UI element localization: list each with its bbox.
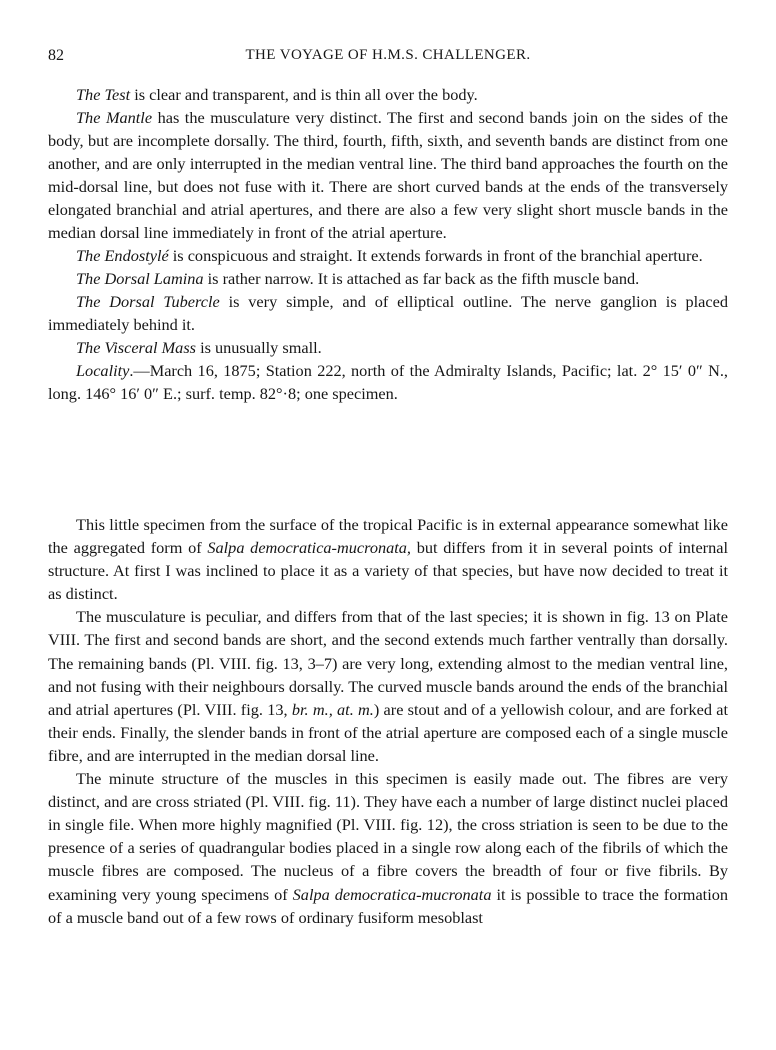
- discussion-3-species: Salpa democratica-mucronata: [292, 884, 492, 904]
- test-text: is clear and transparent, and is thin all over the body.: [130, 85, 478, 104]
- mantle-text: has the musculature very distinct. The first and second bands join on the sides of the body, but are incomplete dorsally. The third, fourth, fifth, sixth, and seventh bands are distinct from one another, and are only interrupted in the median ventral line. The third band approaches the fourth on the mid-dorsal line, but does not fuse with it. There are short curved bands at the ends of the transversely elongated branchial and atrial apertures, and there are also a few very slight short muscle bands in the median dorsal line immediately in front of the atrial aperture.: [48, 108, 728, 242]
- visceral-mass-paragraph: [48, 336, 728, 359]
- mantle-paragraph: [48, 106, 728, 244]
- discussion-2-text-b: ) are stout and of a yellowish colour, and are forked at their ends. Finally, the slender bands in front of the atrial aperture are composed each of a single muscle fibre, and are interrupted in the median dorsal line.: [48, 699, 728, 765]
- discussion-3-text-b: it is possible to trace the formation of a muscle band out of a few rows of ordinary fusiform mesoblast: [48, 884, 729, 927]
- discussion-2-text-a: The musculature is peculiar, and differs from that of the last species; it is shown in fig. 13 on Plate VIII. The first and second bands are short, and the second extends much farther ventrally than dorsally. The remaining bands (Pl. VIII. fig. 13, 3–7) are very long, extending almost to the median ventral line, and not fusing with their neighbours dorsally. The curved muscle bands around the ends of the branchial and atrial apertures (Pl. VIII. fig. 13,: [48, 607, 728, 719]
- page-header: [48, 47, 728, 69]
- page-number: 82: [48, 47, 64, 64]
- discussion-paragraph-1: [48, 513, 728, 605]
- endostyle-text: is conspicuous and straight. It extends forwards in front of the branchial aperture.: [168, 246, 703, 265]
- dorsal-lamina-text: is rather narrow. It is attached as far back as the fifth muscle band.: [203, 269, 640, 288]
- discussion-1-text-a: This little specimen from the surface of the tropical Pacific is in external appearance somewhat like the aggregated form of: [48, 515, 728, 558]
- visceral-mass-text: is unusually small.: [196, 338, 322, 357]
- locality-term: Locality: [76, 361, 130, 380]
- discussion-2-abbrev: br. m., at. m.: [291, 699, 374, 719]
- test-term: The Test: [76, 85, 131, 104]
- dorsal-lamina-term: The Dorsal Lamina: [76, 269, 204, 288]
- endostyle-paragraph: [48, 244, 728, 267]
- locality-paragraph: [48, 359, 728, 405]
- species-description: [48, 83, 728, 405]
- discussion-paragraph-3: [48, 767, 728, 929]
- visceral-mass-term: The Visceral Mass: [76, 338, 196, 357]
- dorsal-tubercle-text: is very simple, and of elliptical outline. The nerve ganglion is placed immediately behind it.: [48, 292, 728, 334]
- dorsal-tubercle-paragraph: [48, 290, 728, 336]
- dorsal-tubercle-term: The Dorsal Tubercle: [76, 292, 220, 311]
- discussion-1-text-b: but differs from it in several points of internal structure. At first I was inclined to place it as a variety of that species, but have now decided to treat it as distinct.: [48, 538, 728, 604]
- mantle-term: The Mantle: [76, 108, 153, 127]
- discussion: [48, 513, 728, 929]
- dorsal-lamina-paragraph: [48, 267, 728, 290]
- locality-text: .—March 16, 1875; Station 222, north of the Admiralty Islands, Pacific; lat. 2° 15′ 0″ N., long. 146° 16′ 0″ E.; surf. temp. 82°·8; one specimen.: [48, 361, 728, 403]
- endostyle-term: The Endostylé: [76, 246, 169, 265]
- discussion-1-species: Salpa democratica-mucronata,: [207, 538, 411, 558]
- running-title: THE VOYAGE OF H.M.S. CHALLENGER.: [245, 47, 531, 63]
- discussion-paragraph-2: [48, 605, 728, 767]
- test-paragraph: [48, 83, 728, 106]
- discussion-3-text-a: The minute structure of the muscles in this specimen is easily made out. The fibres are very distinct, and are cross striated (Pl. VIII. fig. 11). They have each a number of large distinct nuclei placed in single file. When more highly magnified (Pl. VIII. fig. 12), the cross striation is seen to be due to the presence of a series of quadrangular bodies placed in a single row along each of the fibrils of which the muscle fibres are composed. The nucleus of a fibre covers the breadth of four or five fibrils. By examining very young specimens of: [48, 769, 728, 904]
